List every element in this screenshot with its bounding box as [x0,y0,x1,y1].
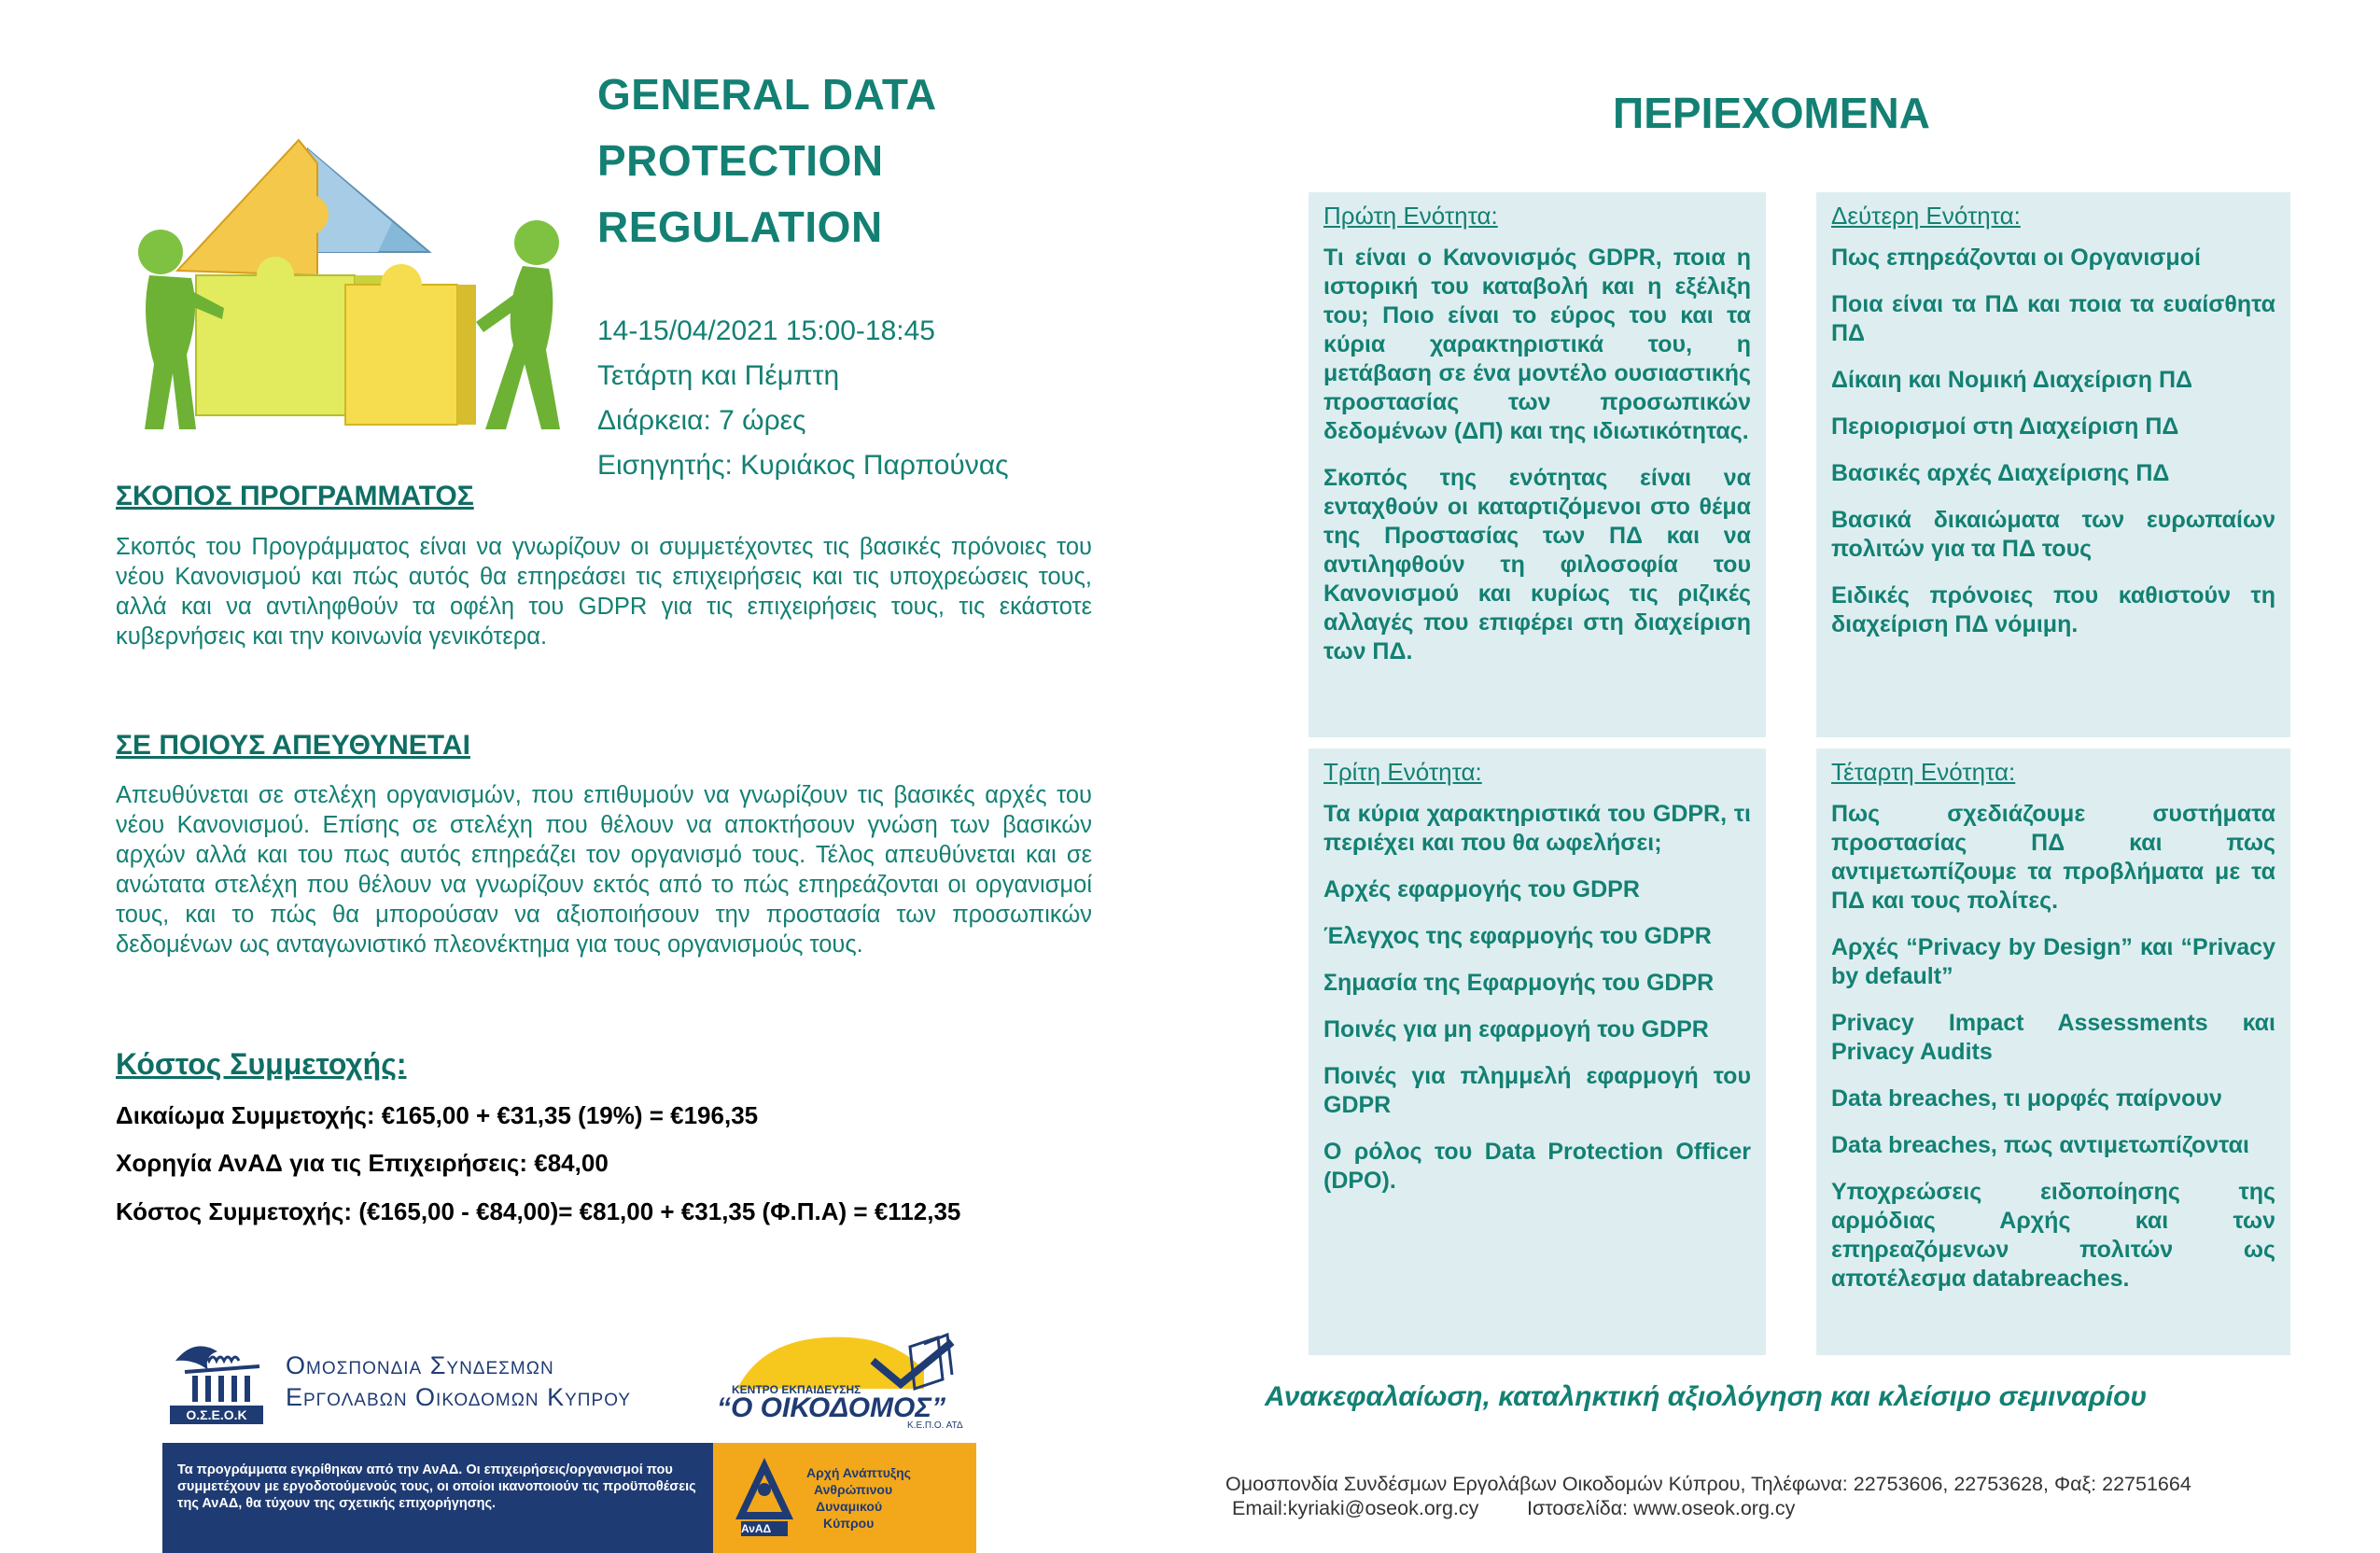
anad-line1: Αρχή Ανάπτυξης [806,1465,911,1480]
anad-line2: Ανθρώπινου [814,1482,893,1497]
keno-logo [709,1333,989,1431]
puzzle-illustration [121,112,579,448]
section-box-3 [1309,749,1766,1355]
recap-line: Ανακεφαλαίωση, καταληκτική αξιολόγηση και κλείσιμο σεμιναρίου [1265,1381,2148,1412]
section-1-item: Σκοπός της ενότητας είναι να ενταχθούν οι καταρτιζόμενοι στο θέμα της Προστασίας των ΠΔ και να αντιληφθούν τη φιλοσοφία του Κανονισμού και κυρίως τις ριζικές αλλαγές που επιφέρει στη διαχείριση των ΠΔ. [1323,465,1751,665]
duration: Διάρκεια: 7 ώρες [597,405,806,436]
audience-text: Απευθύνεται σε στελέχη οργανισμών, που επιθυμούν να γνωρίζουν τις βασικές αρχές του νέου Κανονισμού. Επίσης σε στελέχη που θέλουν να αποκτήσουν γνώση των βασικών αρχών αλλά και του πως αυτός επηρεάζει τον οργανισμό τους. Τέλος απευθύνεται και σε ανώτατα στελέχη που θέλουν να γνωρίζουν εκτός από το πώς επηρεάζονται οι οργανισμοί τους, και το πώς θα μπορούσαν να αξιοποιήσουν την προστασία των προσωπικών δεδομένων ως ανταγωνιστικό πλεονέκτημα για τους οργανισμούς τους. [116,782,1092,958]
oseok-name-line1: Ομοσπονδια Συνδεσμων [286,1351,554,1379]
section-2-item: Ειδικές πρόνοιες που καθιστούν τη διαχείριση ΠΔ νόμιμη. [1831,582,2275,637]
section-4-item: Data breaches, πως αντιμετωπίζονται [1831,1132,2249,1158]
contents-title: ΠΕΡΙΕΧΟΜΕΝΑ [1613,89,1930,137]
cost-fee: Δικαίωμα Συμμετοχής: €165,00 + €31,35 (19%) = €196,35 [116,1101,759,1129]
days: Τετάρτη και Πέμπτη [597,360,840,391]
section-2-item: Ποια είναι τα ΠΔ και ποια τα ευαίσθητα ΠΔ [1831,291,2275,346]
section-box-2 [1816,192,2290,737]
anad-logo-panel [713,1443,976,1553]
section-3-item: Ποινές για μη εφαρμογή του GDPR [1323,1016,1709,1042]
title-line-2: PROTECTION [597,136,884,185]
purpose-heading: ΣΚΟΠΟΣ ΠΡΟΓΡΑΜΜΑΤΟΣ [116,481,474,511]
section-3-item: Ο ρόλος του Data Protection Officer (DPO). [1323,1139,1751,1194]
oseok-name-line2: Εργολαβων Οικοδομων Κυπρου [286,1383,632,1411]
purpose-text: Σκοπός του Προγράμματος είναι να γνωρίζουν οι συμμετέχοντες τις βασικές πρόνοιες του νέου Κανονισμού και πώς αυτός θα επηρεάσει τις επιχειρήσεις και τις υποχρεώσεις τους, αλλά και να αντιληφθούν τα οφέλη του GDPR για τις επιχειρήσεις τους, τις εκάστοτε κυβερνήσεις και την κοινωνία γενικότερα. [116,534,1092,650]
keno-name: “Ο ΟΙΚΟΔΟΜΟΣ” [717,1392,946,1423]
banner-text: Τα προγράμματα εγκρίθηκαν από την ΑνΑΔ. Οι επιχειρήσεις/οργανισμοί που συμμετέχουν με εργοδοτούμενούς τους, οι οποίοι ικανοποιούν τις προϋποθέσεις της ΑνΑΔ, θα τύχουν της σχετικής επιχορήγησης. [177,1462,696,1511]
oseok-abbr: Ο.Σ.Ε.Ο.Κ [186,1407,247,1422]
section-2-item: Πως επηρεάζονται οι Οργανισμοί [1831,245,2201,271]
section-2-item: Βασικά δικαιώματα των ευρωπαίων πολιτών για τα ΠΔ τους [1831,507,2275,562]
banner-text-panel [162,1443,713,1553]
anad-banner [162,1443,976,1553]
section-2-item: Βασικές αρχές Διαχείρισης ΠΔ [1831,460,2170,486]
section-4-item: Privacy Impact Assessments και Privacy Audits [1831,1010,2275,1065]
cost-heading: Κόστος Συμμετοχής: [116,1047,407,1081]
footer-email: Email:kyriaki@oseok.org.cy [1232,1497,1479,1519]
section-title-2: Δεύτερη Ενότητα: [1831,202,2021,230]
section-3-item: Σημασία της Εφαρμογής του GDPR [1323,970,1715,996]
section-2-item: Περιορισμοί στη Διαχείριση ΠΔ [1831,413,2179,440]
section-3-item: Ποινές για πλημμελή εφαρμογή του GDPR [1323,1063,1751,1118]
section-title-4: Τέταρτη Ενότητα: [1831,758,2016,786]
section-box-1 [1309,192,1766,737]
keno-arc: ΚΕΝΤΡΟ ΕΚΠΑΙΔΕΥΣΗΣ [732,1383,861,1396]
anad-line4: Κύπρου [823,1516,875,1531]
section-4-item: Data breaches, τι μορφές παίρνουν [1831,1085,2222,1112]
title-line-1: GENERAL DATA [597,70,937,119]
oseok-logo [166,1333,726,1426]
speaker: Εισηγητής: Κυριάκος Παρπούνας [597,450,1009,481]
anad-line3: Δυναμικού [816,1499,883,1514]
cost-subsidy: Χορηγία ΑνΑΔ για τις Επιχειρήσεις: €84,00 [116,1149,609,1177]
section-3-item: Τα κύρια χαρακτηριστικά του GDPR, τι περιέχει και που θα ωφελήσει; [1323,801,1751,856]
title-line-3: REGULATION [597,203,883,251]
footer-line1: Ομοσπονδία Συνδέσμων Εργολάβων Οικοδομών Κύπρου, Τηλέφωνα: 22753606, 22753628, Φαξ: 22751664 [1225,1473,2191,1495]
section-box-4 [1816,749,2290,1355]
cost-net: Κόστος Συμμετοχής: (€165,00 - €84,00)= €81,00 + €31,35 (Φ.Π.Α) = €112,35 [116,1197,961,1225]
footer-website: Ιστοσελίδα: www.oseok.org.cy [1527,1497,1796,1519]
date-time: 14-15/04/2021 15:00-18:45 [597,315,935,346]
section-title-1: Πρώτη Ενότητα: [1323,202,1498,230]
section-3-item: Έλεγχος της εφαρμογής του GDPR [1323,923,1712,949]
section-title-3: Τρίτη Ενότητα: [1323,758,1482,786]
section-4-item: Αρχές “Privacy by Design” και “Privacy by default” [1831,934,2275,989]
section-2-item: Δίκαιη και Νομική Διαχείριση ΠΔ [1831,367,2192,393]
section-1-item: Τι είναι ο Κανονισμός GDPR, ποια η ιστορική του καταβολή και η εξέλιξη του; Ποιο είναι το εύρος του και τα κύρια χαρακτηριστικά του, η μετάβαση σε ένα μοντέλο ουσιαστικής προστασίας των προσωπικών δεδομένων (ΔΠ) και της ιδιωτικότητας. [1323,245,1751,444]
section-4-item: Πως σχεδιάζουμε συστήματα προστασίας ΠΔ και πως αντιμετωπίζουμε τα προβλήματα με τα ΠΔ και τους πολίτες. [1831,801,2275,914]
keno-sub: Κ.Ε.Π.Ο. ΑΤΔ [907,1420,963,1431]
section-4-item: Υποχρεώσεις ειδοποίησης της αρμόδιας Αρχής και των επηρεαζόμενων πολιτών ως αποτέλεσμα databreaches. [1831,1179,2275,1292]
section-3-item: Αρχές εφαρμογής του GDPR [1323,876,1640,902]
anad-abbr: ΑνΑΔ [741,1522,772,1535]
audience-heading: ΣΕ ΠΟΙΟΥΣ ΑΠΕΥΘΥΝΕΤΑΙ [116,730,470,761]
